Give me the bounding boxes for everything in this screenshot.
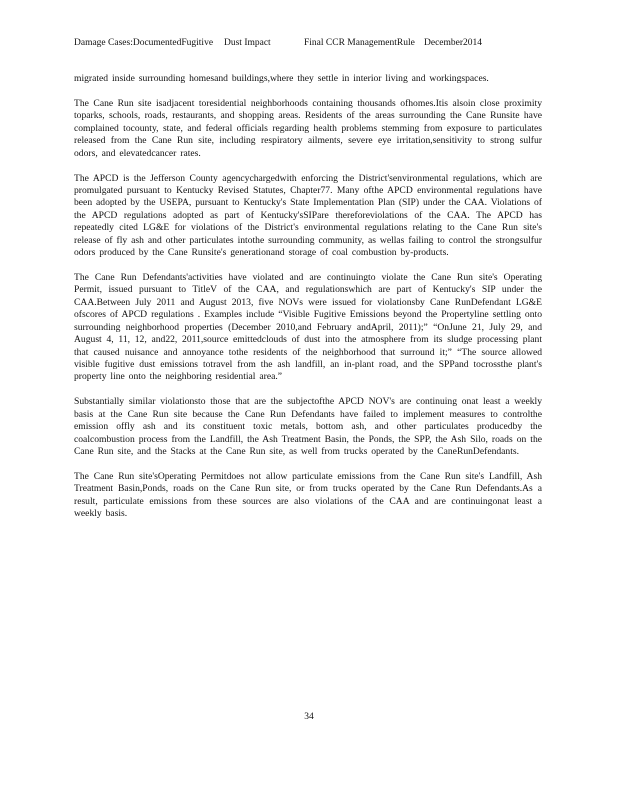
paragraph-operating-permit: The Cane Run site'sOperating Permitdoes not allow particulate emissions from the Cane Run site's Landfill, Ash Treatment Basin,Ponds, roads on the Cane Run site, or from trucks operated by the Cane Run Defendants.As a result, particulate emissions from these sources are also violations of the CAA and are continuingonat least a weekly basis.: [74, 470, 542, 520]
page-header: [74, 38, 544, 48]
header-date: December2014: [424, 38, 483, 48]
header-rule: Final CCR ManagementRule: [304, 38, 415, 48]
header-topic: Dust Impact: [224, 38, 271, 48]
paragraph-defendants-activities: The Cane Run Defendants'activities have violated and are continuingto violate the Cane Run site's Operating Permit, issued pursuant to TitleV of the CAA, and regulationswhich are part of Kentucky's SIP under the CAA.Between July 2011 and August 2013, five NOVs were issued for violationsby Cane RunDefendant LG&E ofscores of APCD regulations . Examples include “Visible Fugitive Emissions beyond the Propertyline settling onto surrounding neighborhood properties (December 2010,and February andApril, 2011);” “OnJune 21, July 29, and August 4, 11, 12, and22, 2011,source emittedclouds of dust into the atmosphere from its sludge processing plant that caused nuisance and annoyance tothe residents of the neighborhood that surround it;” “The source allowed visible fugitive dust emissions totravel from the ash landfill, an in-plant road, and the SPPand tocrossthe plant's property line onto the neighboring residential area.”: [74, 272, 542, 383]
paragraph-migrated: migrated inside surrounding homesand buildings,where they settle in interior living and workingspaces.: [74, 73, 489, 84]
header-section: Damage Cases:DocumentedFugitive: [74, 38, 214, 48]
page-number: 34: [304, 712, 314, 722]
paragraph-apcd: The APCD is the Jefferson County agencychargedwith enforcing the District'senvironmental regulations, which are promulgated pursuant to Kentucky Revised Statutes, Chapter77. Many ofthe APCD environmental regulations have been adopted by the USEPA, pursuant to Kentucky's State Implementation Plan (SIP) under the CAA. Violations of the APCD regulations adopted as part of Kentucky'sSIPare thereforeviolations of the CAA. The APCD has repeatedly cited LG&E for violations of the District's environmental regulations relating to the Cane Run site's release of fly ash and other particulates intothe surrounding community, as wellas failing to control the strongsulfur odors produced by the Cane Runsite's generationand storage of coal combustion by-products.: [74, 172, 543, 259]
body-text: [74, 73, 542, 521]
paragraph-substantially-similar: Substantially similar violationsto those that are the subjectofthe APCD NOV's are continuing onat least a weekly basis at the Cane Run site because the Cane Run Defendants have failed to implement measures to controlthe emission offly ash and its constituent toxic metals, bottom ash, and other particulates producedby the coalcombustion process from the Landfill, the Ash Treatment Basin, the Ponds, the SPP, the Ash Silo, roads on the Cane Run site, and the Stacks at the Cane Run site, as well from trucks operated by the CaneRunDefendants.: [74, 396, 542, 457]
paragraph-cane-run-site: The Cane Run site isadjacent toresidential neighborhoods containing thousands ofhomes.Itis alsoin close proximity toparks, schools, roads, restaurants, and shopping areas. Residents of the areas surrounding the Cane Runsite have complained tocounty, state, and federal officials regarding health problems stemming from exposure to particulates released from the Cane Run site, including respiratory ailments, severe eye irritation,sensitivity to strong sulfur odors, and elevatedcancer rates.: [74, 98, 542, 159]
